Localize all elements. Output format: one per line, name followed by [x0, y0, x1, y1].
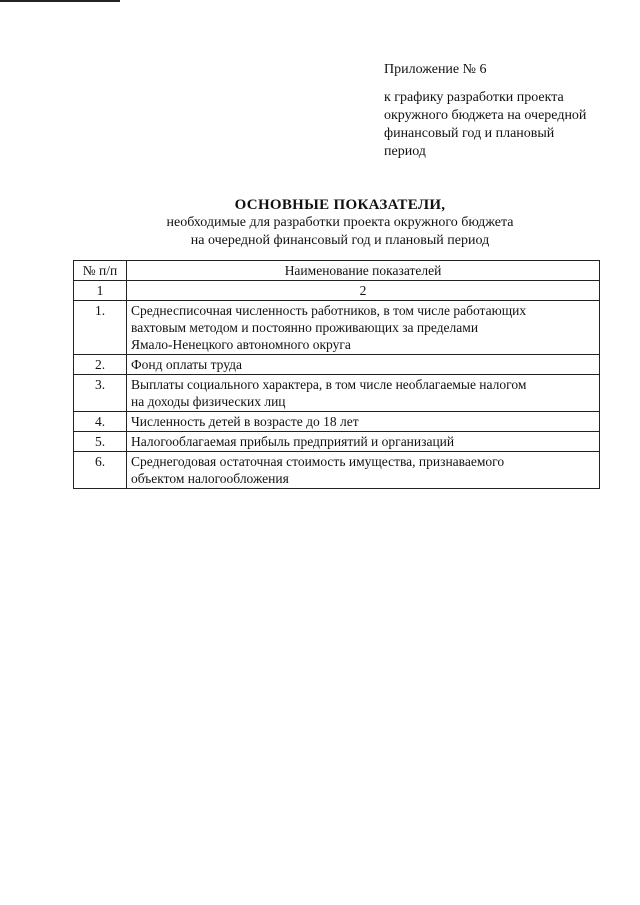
- table-row: [74, 375, 600, 412]
- document-heading: [60, 196, 620, 250]
- column-number: 1: [74, 281, 127, 301]
- column-number-row: [74, 281, 600, 301]
- table-row: [74, 412, 600, 432]
- row-number: 2.: [74, 355, 127, 375]
- row-number: 1.: [74, 301, 127, 355]
- row-name-line: объектом налогообложения: [131, 471, 289, 486]
- row-name-line: Ямало-Ненецкого автономного округа: [131, 337, 351, 352]
- row-number: 6.: [74, 452, 127, 489]
- appendix-line: к графику разработки проекта: [384, 90, 564, 105]
- indicators-table: [73, 260, 600, 489]
- row-name: [127, 432, 600, 452]
- appendix-line: финансовый год и плановый: [384, 126, 555, 141]
- row-name: [127, 452, 600, 489]
- row-number: 5.: [74, 432, 127, 452]
- row-name-line: Налогооблагаемая прибыль предприятий и организаций: [131, 434, 455, 449]
- scan-artifact-line: [0, 0, 120, 2]
- document-subtitle-line: необходимые для разработки проекта окружного бюджета: [166, 215, 514, 230]
- row-name-line: Выплаты социального характера, в том числе необлагаемые налогом: [131, 377, 527, 392]
- row-number: 3.: [74, 375, 127, 412]
- table-header-row: [74, 261, 600, 281]
- column-number: 2: [127, 281, 600, 301]
- appendix-block: [384, 61, 614, 161]
- row-name-line: Среднесписочная численность работников, в том числе работающих: [131, 303, 527, 318]
- row-name-line: Численность детей в возрасте до 18 лет: [131, 414, 359, 429]
- row-name-line: вахтовым методом и постоянно проживающих за пределами: [131, 320, 479, 335]
- column-header-number: № п/п: [74, 261, 127, 281]
- row-name: [127, 375, 600, 412]
- table-row: [74, 355, 600, 375]
- row-name: [127, 301, 600, 355]
- document-title: ОСНОВНЫЕ ПОКАЗАТЕЛИ,: [234, 197, 446, 213]
- row-name: [127, 355, 600, 375]
- row-number: 4.: [74, 412, 127, 432]
- table-row: [74, 432, 600, 452]
- document-subtitle-line: на очередной финансовый год и плановый период: [190, 233, 490, 248]
- row-name-line: Фонд оплаты труда: [131, 357, 242, 372]
- table-row: [74, 301, 600, 355]
- appendix-number: Приложение № 6: [384, 62, 487, 77]
- appendix-line: период: [384, 144, 426, 159]
- table-row: [74, 452, 600, 489]
- column-header-name: Наименование показателей: [127, 261, 600, 281]
- appendix-line: окружного бюджета на очередной: [384, 108, 587, 123]
- row-name: [127, 412, 600, 432]
- row-name-line: на доходы физических лиц: [131, 394, 286, 409]
- row-name-line: Среднегодовая остаточная стоимость имущества, признаваемого: [131, 454, 505, 469]
